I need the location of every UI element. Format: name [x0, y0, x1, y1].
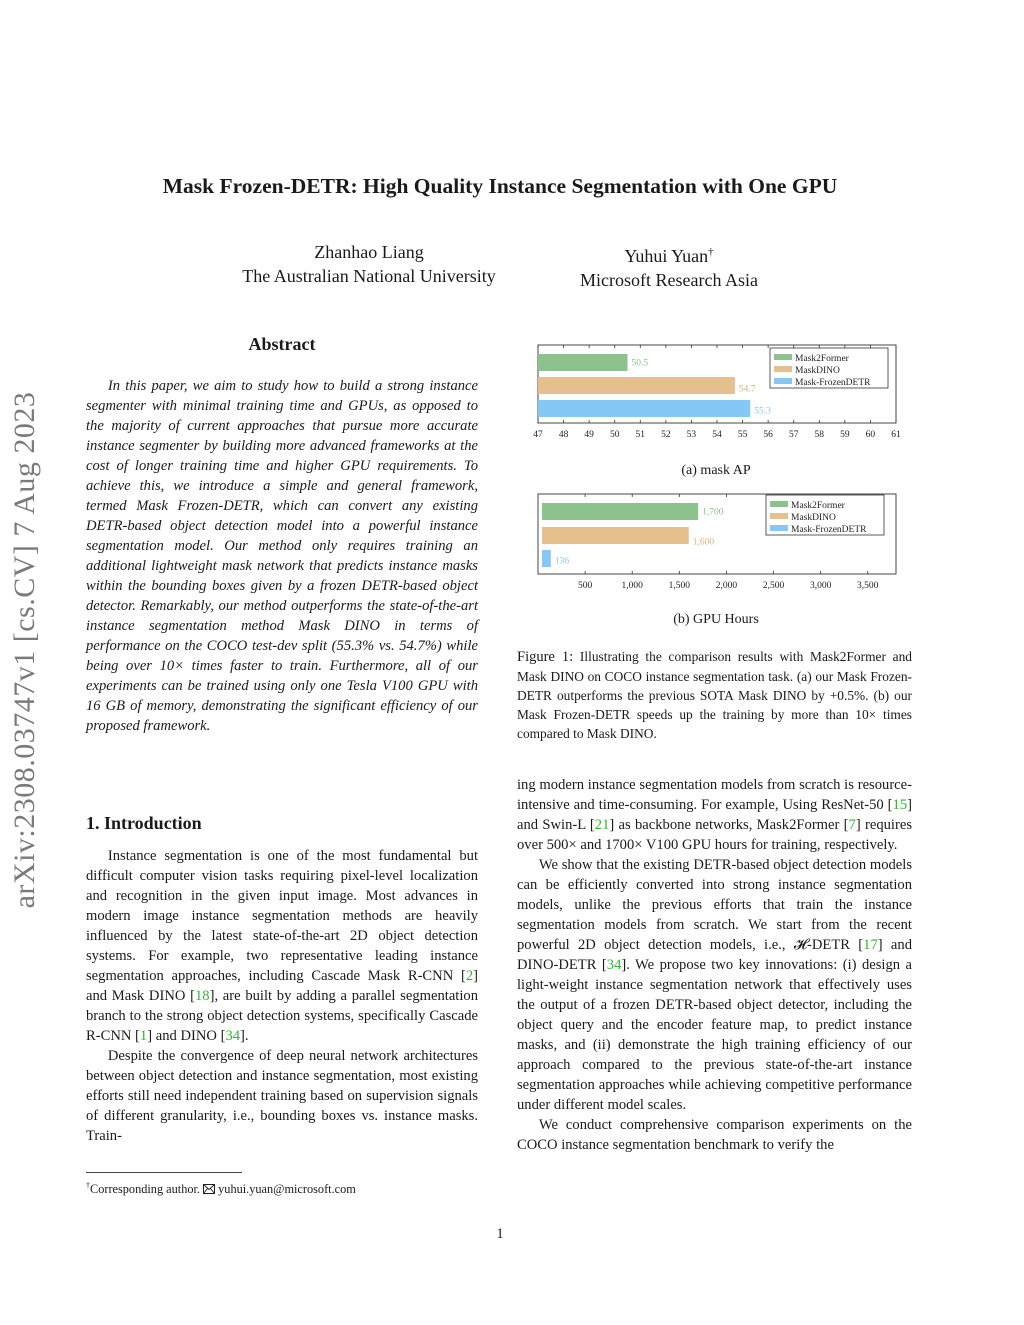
figure-caption-text: Illustrating the comparison results with Mask2Former and Mask DINO on COCO instance segmentation task. (a) our Mask Frozen-DETR outperforms the previous SOTA Mask DINO by +0.5%. (b) our Mask Frozen-DETR speeds up the training by more than 10× times compared to Mask DINO.	[517, 649, 912, 741]
x-tick-label: 61	[891, 430, 901, 440]
x-tick-label: 55	[737, 430, 748, 440]
x-tick-label: 2,000	[715, 581, 738, 591]
data-label: 1,700	[702, 507, 724, 518]
section-heading-introduction: 1. Introduction	[86, 813, 202, 833]
intro-right-column	[517, 775, 912, 1155]
x-tick-label: 56	[763, 430, 773, 440]
abstract-heading: Abstract	[248, 334, 316, 354]
bar-mask2former	[542, 503, 698, 520]
footnote-rule	[86, 1172, 242, 1173]
x-tick-label: 53	[686, 430, 697, 440]
data-label: 1,600	[692, 537, 715, 548]
legend-swatch	[774, 366, 792, 372]
legend-entry: Mask-FrozenDETR	[795, 378, 871, 388]
x-tick-label: 59	[840, 430, 850, 440]
footnote	[86, 1178, 478, 1197]
intro-paragraph-3: ing modern instance segmentation models from scratch is resource-intensive and time-consuming. For example, Using ResNet-50 [15] and Swin-L [21] as backbone networks, Mask2Former [7] requires over 500× and 1700× V100 GPU hours for training, respectively.	[517, 777, 912, 853]
intro-paragraph-5: We conduct comprehensive comparison experiments on the COCO instance segmentation benchmark to verify the	[517, 1117, 912, 1153]
figure-label: Figure 1:	[517, 649, 574, 665]
x-tick-label: 58	[814, 430, 825, 440]
legend-swatch	[774, 354, 792, 360]
data-label: 55.3	[754, 406, 771, 417]
bar-maskdino	[538, 377, 735, 394]
author-affiliation: The Australian National University	[242, 266, 496, 286]
citation-link[interactable]: 18	[194, 988, 210, 1004]
legend-entry: Mask-FrozenDETR	[791, 525, 867, 535]
intro-paragraph-4: We show that the existing DETR-based object detection models can be efficiently converted into strong instance segmentation models, unlike the previous efforts that train the instance segmentation models from scratch. We start from the recent powerful 2D object detection models, i.e., 𝓗-DETR [17] and DINO-DETR [34]. We propose two key innovations: (i) design a light-weight instance segmentation network that effectively uses the output of a frozen DETR-based object detector, including the object query and the encoder feature map, to predict instance masks, and (ii) demonstrate the high training efficiency of our approach compared to the previous state-of-the-art instance segmentation approaches while achieving competitive performance under different model scales.	[517, 857, 912, 1113]
legend-swatch	[770, 525, 788, 531]
bar-mask-frozendetr	[542, 550, 551, 567]
chart-mask-ap	[530, 340, 930, 445]
citation-link[interactable]: 2	[465, 968, 474, 984]
email-link[interactable]: yuhui.yuan@microsoft.com	[218, 1182, 356, 1197]
envelope-icon	[203, 1182, 215, 1196]
x-tick-label: 50	[609, 430, 620, 440]
x-tick-label: 52	[661, 430, 671, 440]
legend-entry: MaskDINO	[795, 366, 840, 376]
citation-link[interactable]: 21	[594, 817, 610, 833]
x-tick-label: 54	[712, 430, 722, 440]
citation-link[interactable]: 1	[139, 1028, 148, 1044]
data-label: 50.5	[631, 358, 649, 369]
legend-swatch	[774, 378, 792, 384]
bar-maskdino	[542, 527, 689, 544]
legend-entry: Mask2Former	[791, 501, 845, 511]
figure-caption	[517, 647, 912, 743]
x-tick-label: 500	[577, 581, 593, 591]
citation-link[interactable]: 15	[892, 797, 908, 813]
footnote-mark: †	[86, 1181, 90, 1190]
footnote-text: Corresponding author.	[90, 1182, 204, 1197]
citation-link[interactable]: 7	[848, 817, 856, 833]
data-label: 54.7	[738, 384, 756, 395]
chart-gpu-hours	[530, 490, 930, 590]
x-tick-label: 51	[635, 430, 646, 440]
author-affiliation: Microsoft Research Asia	[580, 270, 758, 290]
x-tick-label: 2,500	[762, 581, 785, 591]
intro-paragraph-1: Instance segmentation is one of the most fundamental but difficult computer vision tasks requiring pixel-level localization and recognition in the given input image. Most advances in modern image instance segmentation methods are heavily influenced by the latest state-of-the-art 2D object detection systems. For example, two representative leading instance segmentation approaches, including Cascade Mask R-CNN [2] and Mask DINO [18], are built by adding a parallel segmentation branch to the strong object detection systems, specifically Cascade R-CNN [1] and DINO [34].	[86, 848, 478, 1044]
author-name: Zhanhao Liang	[314, 242, 424, 262]
author-block-1	[226, 240, 512, 288]
citation-link[interactable]: 34	[225, 1028, 241, 1044]
x-tick-label: 47	[533, 430, 543, 440]
paper-title: Mask Frozen-DETR: High Quality Instance Segmentation with One GPU	[162, 174, 838, 198]
x-tick-label: 3,000	[809, 581, 832, 591]
page-number: 1	[496, 1226, 504, 1242]
legend-swatch	[770, 501, 788, 507]
arxiv-stamp: arXiv:2308.03747v1 [cs.CV] 7 Aug 2023	[8, 391, 41, 909]
subcaption-b: (b) GPU Hours	[673, 612, 759, 627]
abstract-text	[86, 376, 478, 736]
author-block-2	[560, 240, 778, 292]
x-tick-label: 1,000	[621, 581, 643, 591]
subcaption-a: (a) mask AP	[681, 463, 751, 478]
x-tick-label: 3,500	[857, 581, 879, 591]
x-tick-label: 57	[788, 430, 799, 440]
legend-entry: Mask2Former	[795, 354, 849, 364]
data-label: 136	[554, 556, 570, 567]
x-tick-label: 60	[865, 430, 876, 440]
abstract-paragraph: In this paper, we aim to study how to build a strong instance segmenter with minimal training time and GPUs, as opposed to the majority of current approaches that pursue more accurate instance segmenter by building more advanced frameworks at the cost of longer training time and higher GPU requirements. To achieve this, we introduce a simple and general framework, termed Mask Frozen-DETR, which can convert any existing DETR-based object detection model into a powerful instance segmentation model. Our method only requires training an additional lightweight mask network that predicts instance masks within the bounding boxes given by a frozen DETR-based object detector. Remarkably, our method outperforms the state-of-the-art instance segmentation method Mask DINO in terms of performance on the COCO test-dev split (55.3% vs. 54.7%) while being over 10× times faster to train. Furthermore, all of our experiments can be trained using only one Tesla V100 GPU with 16 GB of memory, demonstrating the significant efficiency of our proposed framework.	[86, 378, 478, 734]
bar-mask-frozendetr	[538, 400, 750, 417]
intro-left-column	[86, 846, 478, 1146]
bar-mask2former	[538, 354, 628, 371]
x-tick-label: 48	[558, 430, 569, 440]
legend-entry: MaskDINO	[791, 513, 836, 523]
intro-paragraph-2: Despite the convergence of deep neural network architectures between object detection and instance segmentation, most existing efforts still need independent training based on supervision signals of different granularity, i.e., bounding boxes vs. instance masks. Train-	[86, 1048, 478, 1144]
author-name: Yuhui Yuan	[624, 246, 709, 266]
dagger-mark: †	[708, 246, 714, 258]
x-tick-label: 1,500	[668, 581, 691, 591]
x-tick-label: 49	[584, 430, 594, 440]
legend-swatch	[770, 513, 788, 519]
citation-link[interactable]: 34	[606, 957, 622, 973]
citation-link[interactable]: 17	[863, 937, 878, 953]
